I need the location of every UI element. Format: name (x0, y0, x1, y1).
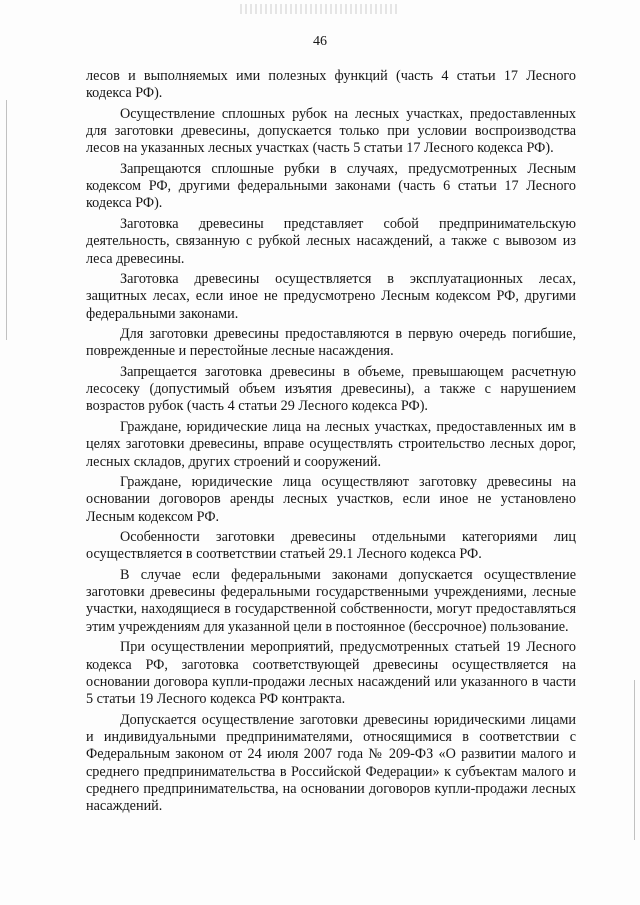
paragraph: Особенности заготовки древесины отдельными категориями лиц осуществляется в соответствии статьей 29.1 Лесного кодекса РФ. (86, 529, 576, 563)
paragraph: Заготовка древесины осуществляется в эксплуатационных лесах, защитных лесах, если иное не предусмотрено Лесным кодексом РФ, другими федеральными законами. (86, 271, 576, 322)
paragraph: Осуществление сплошных рубок на лесных участках, предоставленных для заготовки древесины, допускается только при условии воспроизводства лесов на указанных лесных участках (часть 5 статьи 17 Лесного кодекса РФ). (86, 105, 576, 157)
page-number: 46 (313, 34, 327, 49)
paragraph: лесов и выполняемых ими полезных функций (часть 4 статьи 17 Лесного кодекса РФ). (86, 68, 576, 102)
paragraph: Запрещается заготовка древесины в объеме, превышающем расчетную лесосеку (допустимый объем изъятия древесины), а также с нарушением возрастов рубок (часть 4 статьи 29 Лесного кодекса РФ). (86, 363, 576, 415)
document-body (86, 68, 576, 819)
paragraph: Граждане, юридические лица осуществляют заготовку древесины на основании договоров аренды лесных участков, если иное не установлено Лесным кодексом РФ. (86, 474, 576, 525)
scan-margin-line-left (6, 100, 7, 340)
paragraph: Граждане, юридические лица на лесных участках, предоставленных им в целях заготовки древесины, вправе осуществлять строительство лесных дорог, лесных складов, других строений и сооружений. (86, 418, 576, 470)
paragraph: Запрещаются сплошные рубки в случаях, предусмотренных Лесным кодексом РФ, другими федеральными законами (часть 6 статьи 17 Лесного кодекса РФ). (86, 160, 576, 212)
paragraph: В случае если федеральными законами допускается осуществление заготовки древесины федеральными государственными учреждениями, лесные участки, находящиеся в государственной собственности, могут предоставляться этим учреждениям для указанной цели в постоянное (бессрочное) пользование. (86, 566, 576, 635)
paragraph: При осуществлении мероприятий, предусмотренных статьей 19 Лесного кодекса РФ, заготовка соответствующей древесины осуществляется на основании договора купли-продажи лесных насаждений или указанного в части 5 статьи 19 Лесного кодекса РФ контракта. (86, 639, 576, 708)
scan-artifact (240, 4, 400, 14)
scan-margin-line-right (634, 680, 635, 840)
paragraph: Заготовка древесины представляет собой предпринимательскую деятельность, связанную с рубкой лесных насаждений, а также с вывозом из леса древесины. (86, 215, 576, 267)
paragraph: Для заготовки древесины предоставляются в первую очередь погибшие, поврежденные и перестойные лесные насаждения. (86, 326, 576, 360)
paragraph: Допускается осуществление заготовки древесины юридическими лицами и индивидуальными предпринимателями, относящимися в соответствии с Федеральным законом от 24 июля 2007 года № 209-ФЗ «О развитии малого и среднего предпринимательства в Российской Федерации» к субъектам малого и среднего предпринимательства, на основании договоров купли-продажи лесных насаждений. (86, 711, 576, 815)
